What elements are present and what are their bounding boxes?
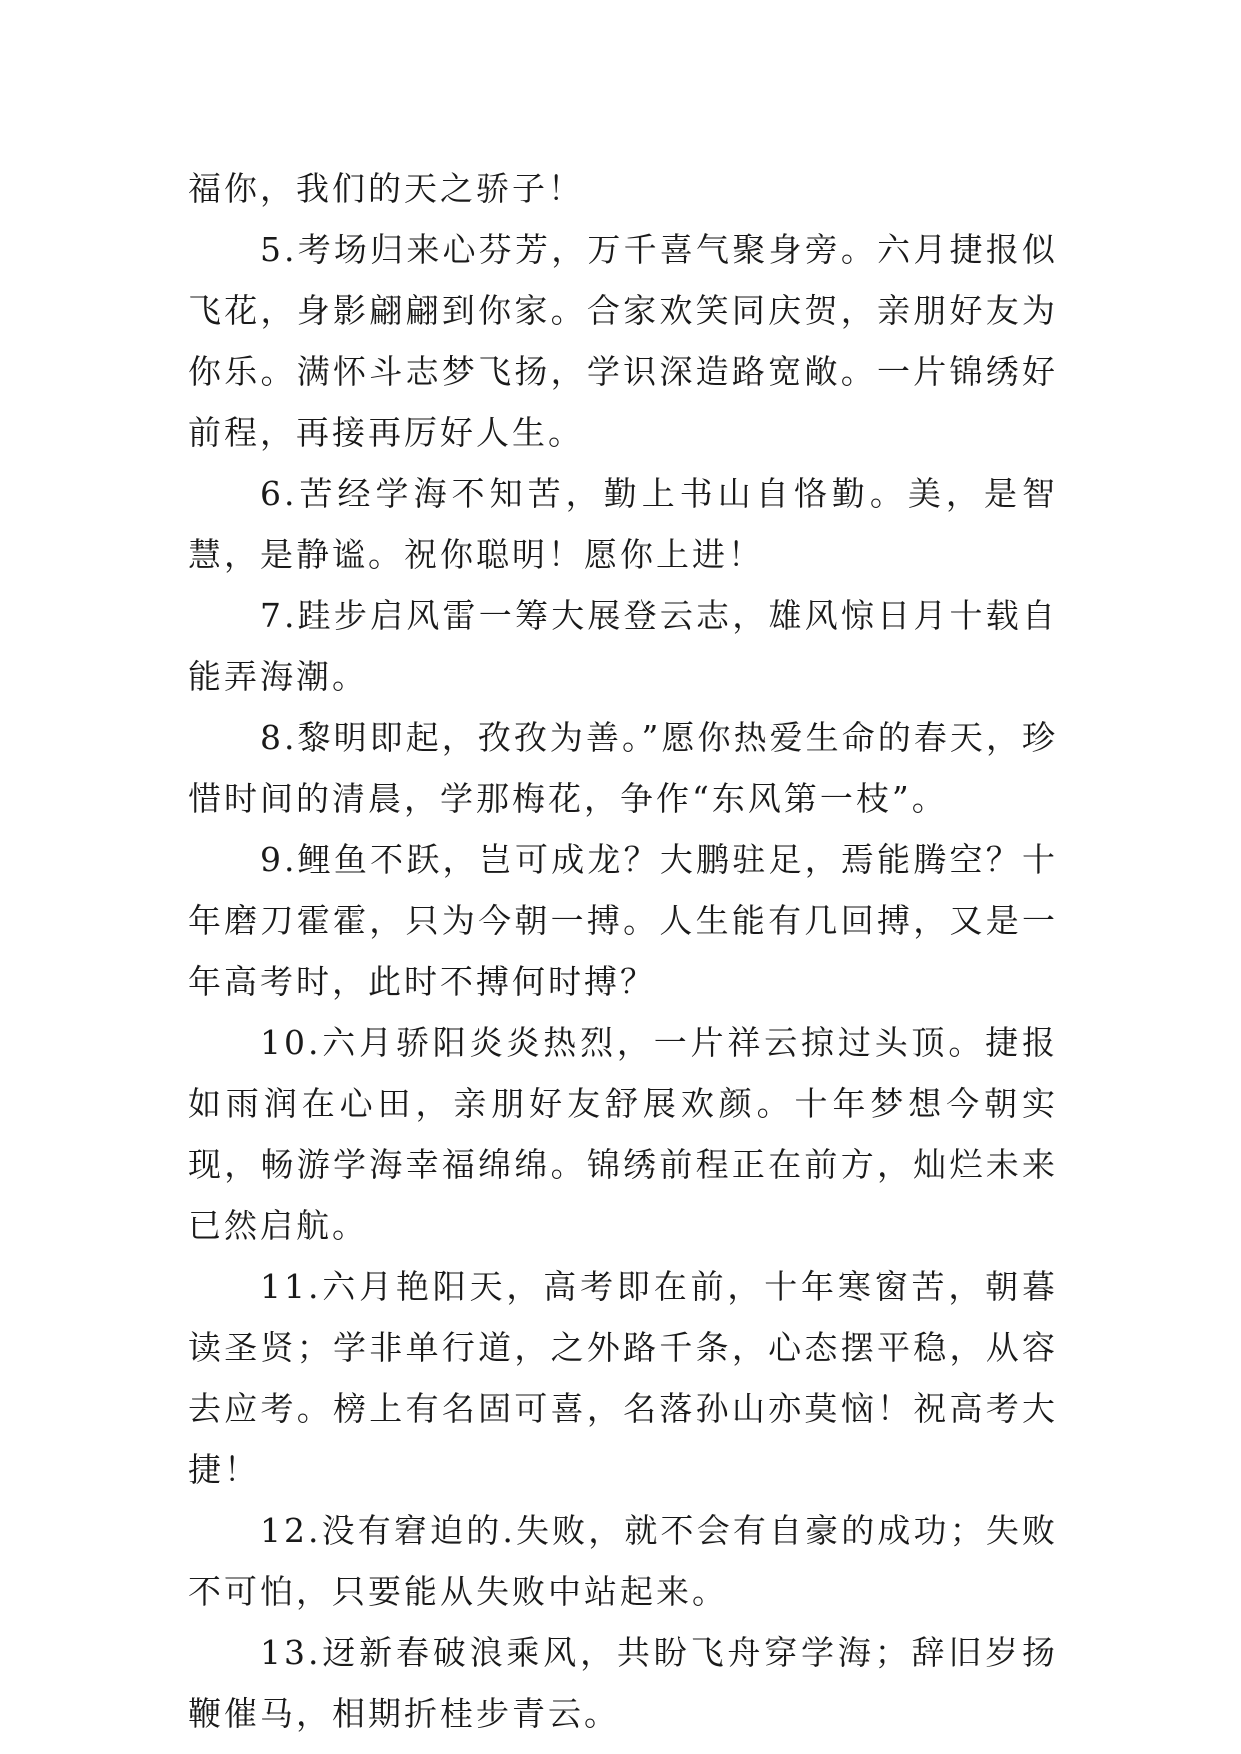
- paragraph-8: 8.黎明即起，孜孜为善。”愿你热爱生命的春天，珍惜时间的清晨，学那梅花，争作“东风第一枝”。: [188, 718, 1058, 818]
- paragraph-11: 11.六月艳阳天，高考即在前，十年寒窗苦，朝暮读圣贤；学非单行道，之外路千条，心态摆平稳，从容去应考。榜上有名固可喜，名落孙山亦莫恼！祝高考大捷！: [188, 1267, 1058, 1489]
- paragraph-10: 10.六月骄阳炎炎热烈，一片祥云掠过头顶。捷报如雨润在心田，亲朋好友舒展欢颜。十年梦想今朝实现，畅游学海幸福绵绵。锦绣前程正在前方，灿烂未来已然启航。: [188, 1023, 1058, 1245]
- paragraph-5: 5.考场归来心芬芳，万千喜气聚身旁。六月捷报似飞花，身影翩翩到你家。合家欢笑同庆贺，亲朋好友为你乐。满怀斗志梦飞扬，学识深造路宽敞。一片锦绣好前程，再接再厉好人生。: [188, 230, 1058, 452]
- paragraph-13: 13.迓新春破浪乘风，共盼飞舟穿学海；辞旧岁扬鞭催马，相期折桂步青云。: [188, 1633, 1058, 1733]
- document-body: [188, 158, 1058, 1744]
- paragraph-9: 9.鲤鱼不跃，岂可成龙？大鹏驻足，焉能腾空？十年磨刀霍霍，只为今朝一搏。人生能有几回搏，又是一年高考时，此时不搏何时搏？: [188, 840, 1058, 1001]
- paragraph-7: 7.跬步启风雷一筹大展登云志，雄风惊日月十载自能弄海潮。: [188, 596, 1058, 696]
- paragraph-6: 6.苦经学海不知苦，勤上书山自恪勤。美，是智慧，是静谧。祝你聪明！愿你上进！: [188, 474, 1058, 574]
- paragraph-continued: 福你，我们的天之骄子！: [188, 169, 584, 208]
- paragraph-12: 12.没有窘迫的.失败，就不会有自豪的成功；失败不可怕，只要能从失败中站起来。: [188, 1511, 1058, 1611]
